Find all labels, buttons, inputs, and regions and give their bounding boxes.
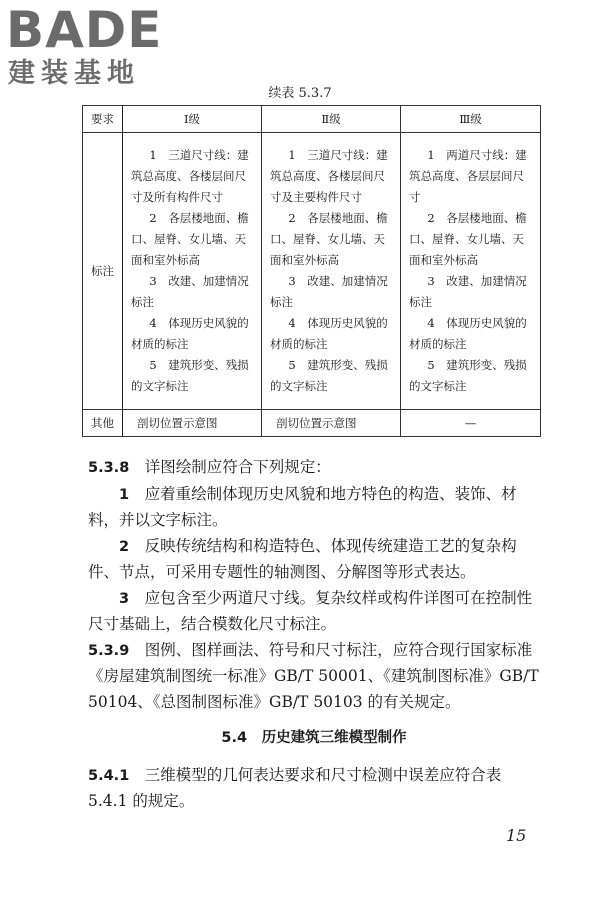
list-item: 5 建筑形变、残损的文字标注	[270, 358, 388, 393]
item-number: 2	[119, 538, 130, 555]
clause-text: 图例、图样画法、符号和尺寸标注，应符合现行国家标准《房屋建筑制图统一标准》GB/T 50001、《建筑制图标准》GB/T 50104、《总图制图标准》GB/T 50103 的有关规定。	[88, 640, 539, 711]
item-number: 3	[119, 590, 130, 607]
clause-text: 详图绘制应符合下列规定：	[129, 458, 331, 476]
clause-item	[88, 586, 540, 638]
clause-item	[88, 482, 540, 534]
clause-text: 三维模型的几何表达要求和尺寸检测中误差应符合表 5.4.1 的规定。	[88, 765, 502, 810]
list-item: 2 各层楼地面、檐口、屋脊、女儿墙、天面和室外标高	[270, 211, 388, 267]
section-heading	[88, 726, 540, 752]
clause-5-4-1	[88, 763, 540, 815]
list-item: 4 体现历史风貌的材质的标注	[131, 316, 249, 351]
table-row-biaozhu	[83, 133, 541, 410]
list-item: 1 三道尺寸线：建筑总高度、各楼层间尺寸及所有构件尺寸	[131, 148, 249, 204]
spec-table	[82, 105, 541, 437]
list-item: 2 各层楼地面、檐口、屋脊、女儿墙、天面和室外标高	[409, 211, 527, 267]
clause-5-3-8	[88, 455, 540, 482]
list-item: 5 建筑形变、残损的文字标注	[131, 358, 249, 393]
level-1-cell	[123, 133, 262, 410]
logo-subtitle: 建装基地	[8, 58, 140, 89]
list-item: 4 体现历史风貌的材质的标注	[270, 316, 388, 351]
level-3-cell: —	[401, 410, 541, 437]
header-requirement: 要求	[83, 106, 123, 133]
level-2-cell: 剖切位置示意图	[262, 410, 401, 437]
clause-number: 5.4.1	[88, 767, 130, 784]
item-text: 应着重绘制体现历史风貌和地方特色的构造、装饰、材料，并以文字标注。	[88, 484, 517, 529]
logo-wordmark: BADE	[6, 1, 163, 59]
table-header-row	[83, 106, 541, 133]
header-level-1: Ⅰ级	[123, 106, 262, 133]
section-title-text: 历史建筑三维模型制作	[247, 730, 407, 746]
item-number: 1	[119, 486, 130, 503]
list-item: 5 建筑形变、残损的文字标注	[409, 358, 527, 393]
list-item: 3 改建、加建情况标注	[131, 274, 249, 309]
list-item: 4 体现历史风貌的材质的标注	[409, 316, 527, 351]
table-row-qita	[83, 410, 541, 437]
header-level-2: Ⅱ级	[262, 106, 401, 133]
watermark-logo	[6, 2, 181, 90]
list-item: 3 改建、加建情况标注	[270, 274, 388, 309]
clause-number: 5.3.8	[88, 460, 130, 476]
clause-number: 5.3.9	[88, 642, 130, 659]
page-number: 15	[506, 826, 527, 845]
table-caption: 续表 5.3.7	[268, 86, 332, 101]
list-item: 1 两道尺寸线：建筑总高度、各层层间尺寸	[409, 148, 527, 204]
level-2-cell	[262, 133, 401, 410]
section-number: 5.4	[221, 730, 248, 746]
row-label: 标注	[83, 133, 123, 410]
item-text: 反映传统结构和构造特色、体现传统建造工艺的复杂构件、节点，可采用专题性的轴测图、分解图等形式表达。	[88, 536, 517, 581]
row-label: 其他	[83, 410, 123, 437]
clause-item	[88, 534, 540, 586]
body-text	[88, 455, 540, 815]
clause-5-3-9	[88, 638, 540, 716]
level-1-cell: 剖切位置示意图	[123, 410, 262, 437]
list-item: 1 三道尺寸线：建筑总高度、各楼层间尺寸及主要构件尺寸	[270, 148, 388, 204]
header-level-3: Ⅲ级	[401, 106, 541, 133]
item-text: 应包含至少两道尺寸线。复杂纹样或构件详图可在控制性尺寸基础上，结合模数化尺寸标注。	[88, 588, 533, 633]
list-item: 2 各层楼地面、檐口、屋脊、女儿墙、天面和室外标高	[131, 211, 249, 267]
level-3-cell	[401, 133, 541, 410]
list-item: 3 改建、加建情况标注	[409, 274, 527, 309]
